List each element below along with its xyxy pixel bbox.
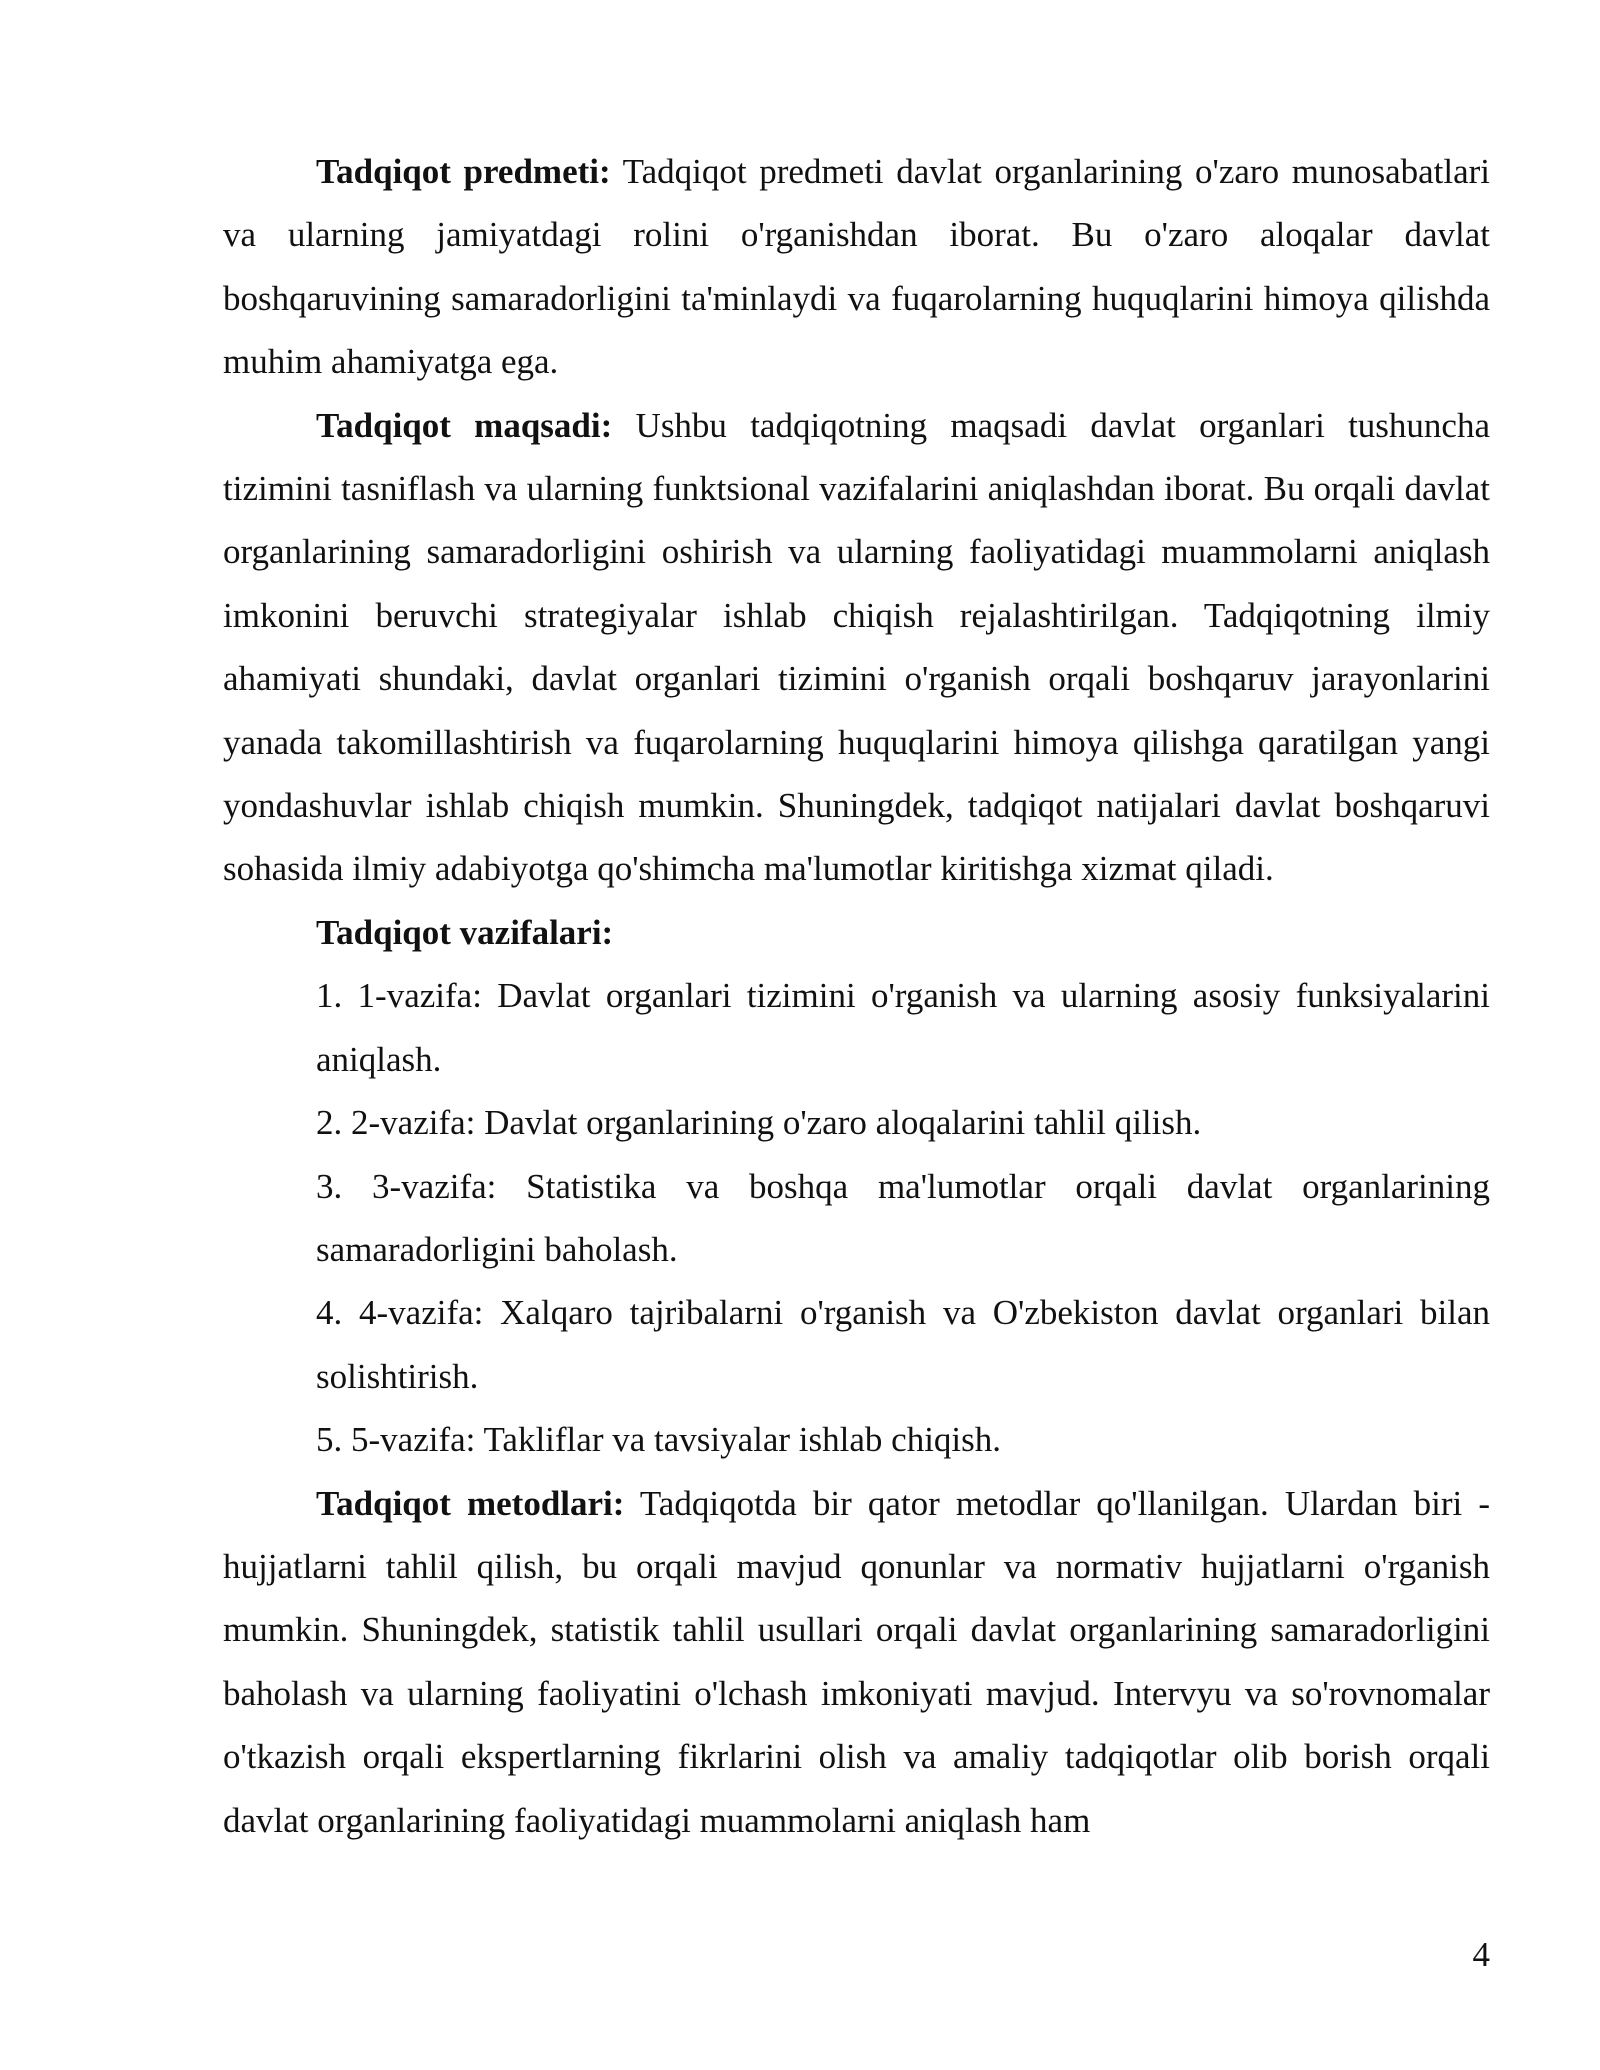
maqsadi-label: Tadqiqot maqsadi: xyxy=(316,405,613,445)
predmeti-text: Tadqiqot predmeti davlat organlarining o'zaro munosabatlari va ularning jamiyatdagi rolini o'rganishdan iborat. Bu o'zaro aloqalar davlat boshqaruvining samaradorligini ta'minlaydi va fuqarolarning huquqlarini himoya qilishda muhim ahamiyatga ega. xyxy=(223,152,1490,382)
paragraph-maqsadi xyxy=(223,394,1490,901)
metodlari-text: Tadqiqotda bir qator metodlar qo'llanilgan. Ulardan biri - hujjatlarni tahlil qilish, bu orqali mavjud qonunlar va normativ hujjatlarni o'rganish mumkin. Shuningdek, statistik tahlil usullari orqali davlat organlarining samaradorligini baholash va ularning faoliyatini o'lchash imkoniyati mavjud. Intervyu va so'rovnomalar o'tkazish orqali ekspertlarning fikrlarini olish va amaliy tadqiqotlar olib borish orqali davlat organlarining faoliyatidagi muammolarni aniqlash ham xyxy=(223,1483,1490,1840)
task-item-3: 3. 3-vazifa: Statistika va boshqa ma'lumotlar orqali davlat organlarining samaradorligini baholash. xyxy=(316,1166,1490,1269)
page-number: 4 xyxy=(1472,1935,1490,1974)
task-item-2: 2. 2-vazifa: Davlat organlarining o'zaro aloqalarini tahlil qilish. xyxy=(316,1103,1202,1143)
vazifalari-heading: Tadqiqot vazifalari: xyxy=(316,912,614,952)
task-item-4: 4. 4-vazifa: Xalqaro tajribalarni o'rganish va O'zbekiston davlat organlari bilan solishtirish. xyxy=(316,1293,1490,1396)
maqsadi-text: Ushbu tadqiqotning maqsadi davlat organlari tushuncha tizimini tasniflash va ularning funktsional vazifalarini aniqlashdan iborat. Bu orqali davlat organlarining samaradorligini oshirish va ularning faoliyatidagi muammolarni aniqlash imkonini beruvchi strategiyalar ishlab chiqish rejalashtirilgan. Tadqiqotning ilmiy ahamiyati shundaki, davlat organlari tizimini o'rganish orqali boshqaruv jarayonlarini yanada takomillashtirish va fuqarolarning huquqlarini himoya qilishga qaratilgan yangi yondashuvlar ishlab chiqish mumkin. Shuningdek, tadqiqot natijalari davlat boshqaruvi sohasida ilmiy adabiyotga qo'shimcha ma'lumotlar kiritishga xizmat qiladi. xyxy=(223,405,1490,889)
predmeti-label: Tadqiqot predmeti: xyxy=(316,152,611,191)
metodlari-label: Tadqiqot metodlari: xyxy=(316,1483,625,1523)
document-page xyxy=(223,140,1490,1852)
paragraph-metodlari xyxy=(223,1472,1490,1852)
task-item-1: 1. 1-vazifa: Davlat organlari tizimini o'rganish va ularning asosiy funksiyalarini aniqlash. xyxy=(316,976,1490,1079)
task-item-5: 5. 5-vazifa: Takliflar va tavsiyalar ishlab chiqish. xyxy=(316,1420,1002,1460)
paragraph-predmeti xyxy=(223,140,1490,394)
